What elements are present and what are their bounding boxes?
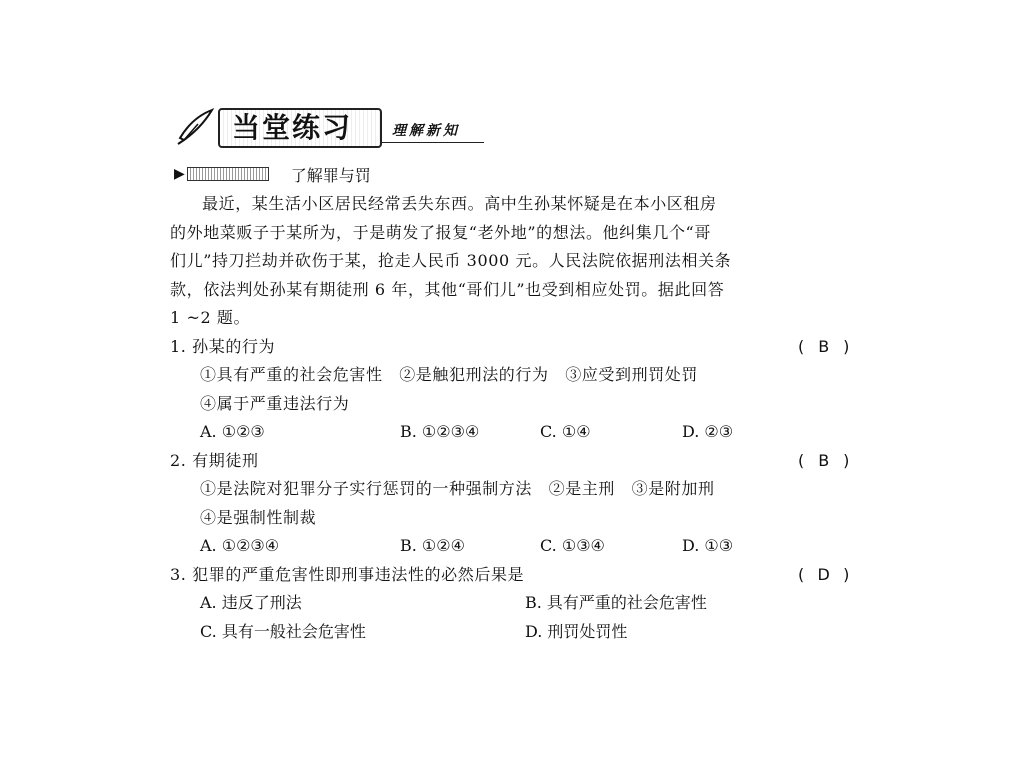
options-line: ④是强制性制裁 <box>200 507 317 527</box>
question-stem: 3. 犯罪的严重危害性即刑事违法性的必然后果是 <box>170 564 525 584</box>
question-1 <box>170 333 850 447</box>
options-line: ④属于严重违法行为 <box>200 393 350 413</box>
section-tag <box>187 167 269 181</box>
choice-a: A. ①②③ <box>200 422 265 441</box>
choice-d: D. ①③ <box>682 536 734 555</box>
options-line: ①是法院对犯罪分子实行惩罚的一种强制方法 ②是主刑 ③是附加刑 <box>200 479 715 498</box>
banner-subtitle: 理解新知 <box>392 123 460 139</box>
choice-a: A. 违反了刑法 <box>200 593 302 612</box>
passage-line: 款，依法判处孙某有期徒刑 6 年，其他“哥们儿”也受到相应处罚。据此回答 <box>170 279 725 299</box>
question-2 <box>170 447 850 561</box>
banner-rule <box>382 142 484 143</box>
answer-bracket: ( B ) <box>798 333 850 362</box>
options-line: ①具有严重的社会危害性 ②是触犯刑法的行为 ③应受到刑罚处罚 <box>200 365 699 384</box>
answer-bracket: ( D ) <box>798 561 850 590</box>
choice-a: A. ①②③④ <box>200 536 280 555</box>
choice-c: C. ①③④ <box>540 536 605 555</box>
passage-line: 的外地菜贩子于某所为，于是萌发了报复“老外地”的想法。他纠集几个“哥 <box>170 222 711 242</box>
quill-pen-icon <box>176 106 216 146</box>
question-stem: 2. 有期徒刑 <box>170 450 259 470</box>
section-label: 了解罪与罚 <box>290 165 371 185</box>
answer-letter: D <box>817 564 831 584</box>
choice-d: D. ②③ <box>682 422 734 441</box>
answer-letter: B <box>818 450 830 470</box>
choice-b: B. ①②④ <box>400 536 465 555</box>
answer-bracket: ( B ) <box>798 447 850 476</box>
banner-title: 当堂练习 <box>232 111 353 144</box>
exercise-page <box>170 100 850 646</box>
section-banner <box>170 100 850 152</box>
choice-c: C. 具有一般社会危害性 <box>200 621 366 641</box>
choice-c: C. ①④ <box>540 422 591 441</box>
section-header <box>170 162 850 186</box>
question-3 <box>170 561 850 647</box>
choice-b: B. 具有严重的社会危害性 <box>525 593 707 612</box>
answer-letter: B <box>818 336 830 356</box>
passage-line: 1 ~2 题。 <box>170 308 251 327</box>
choice-b: B. ①②③④ <box>400 422 480 441</box>
question-stem: 1. 孙某的行为 <box>170 336 276 356</box>
passage-line: 们儿”持刀拦劫并砍伤于某，抢走人民币 3000 元。人民法院依据刑法相关条 <box>170 251 732 270</box>
passage-line: 最近，某生活小区居民经常丢失东西。高中生孙某怀疑是在本小区租房 <box>202 194 717 213</box>
passage <box>170 190 850 333</box>
choice-d: D. 刑罚处罚性 <box>525 621 628 641</box>
right-triangle-icon: ▶ <box>174 166 185 182</box>
